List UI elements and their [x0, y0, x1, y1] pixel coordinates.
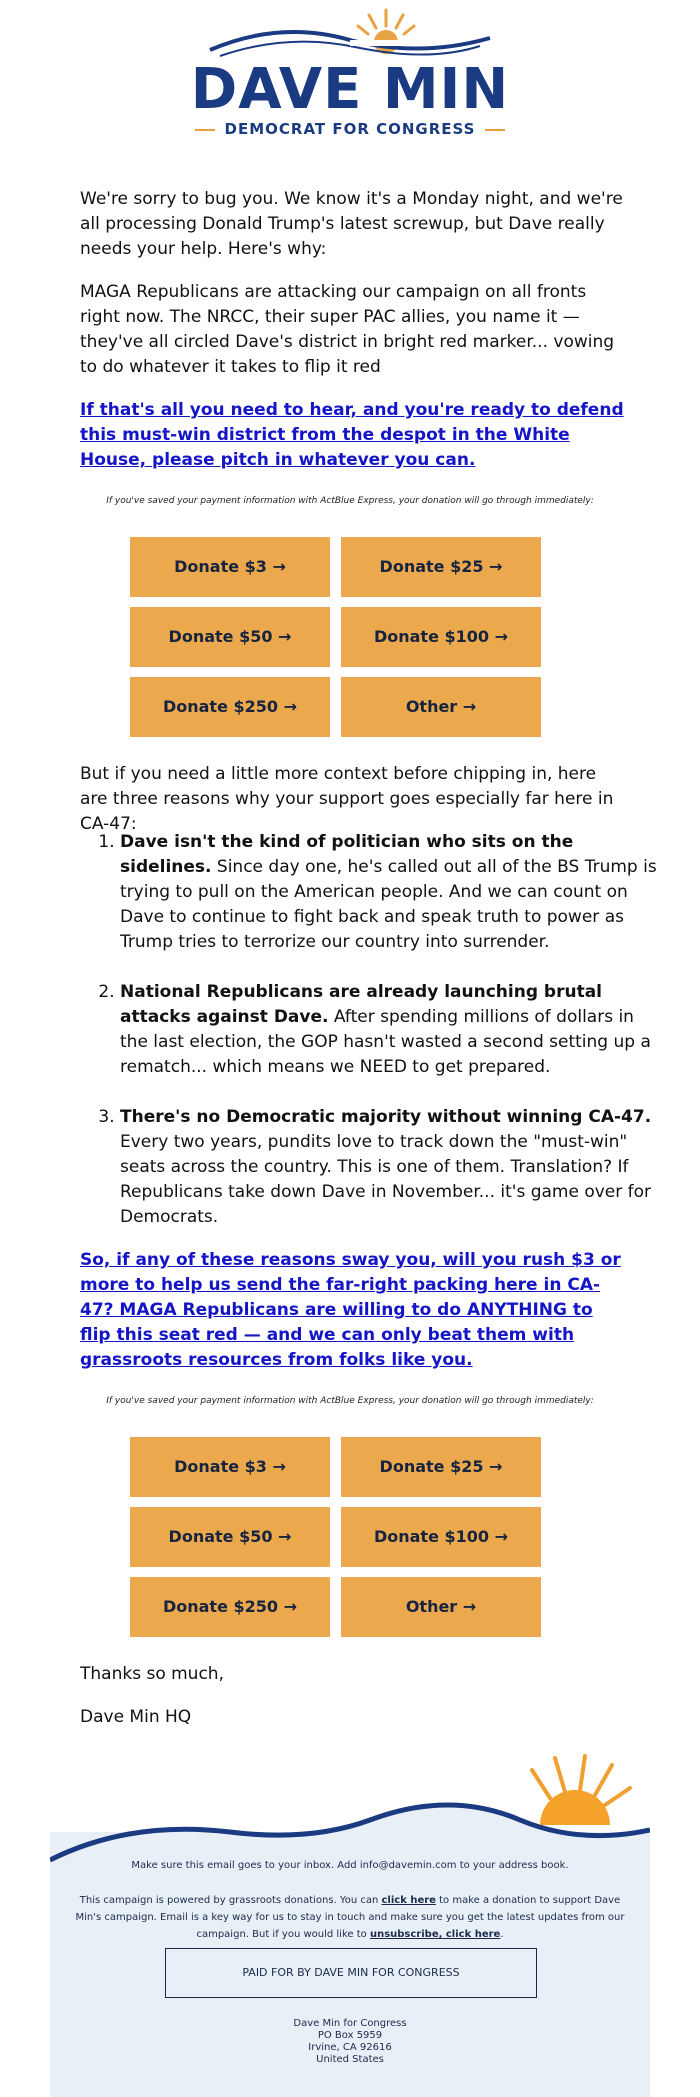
address-line: Dave Min for Congress: [293, 2018, 407, 2029]
reason-item: [120, 830, 665, 955]
closing-thanks: Thanks so much,: [80, 1664, 224, 1684]
donate-other-button[interactable]: Other →: [341, 677, 541, 737]
reason-text: Since day one, he's called out all of the BS Trump is trying to pull on the American people. And we can count on Dave to continue to fight back and speak truth to power as Trump tries to terrorize our country into surrender.: [120, 857, 657, 952]
reason-item: [120, 1105, 665, 1230]
logo-tagline: [50, 120, 650, 138]
footer-waves-sun-icon: [50, 1750, 650, 1870]
reason-heading: Dave isn't the kind of politician who sits on the sidelines.: [120, 832, 574, 877]
donate-100-button[interactable]: Donate $100 →: [341, 607, 541, 667]
footer: [50, 1750, 650, 2097]
footer-donate-link[interactable]: click here: [381, 1895, 436, 1906]
address-line: Irvine, CA 92616: [308, 2042, 392, 2053]
donate-100-button[interactable]: Donate $100 →: [341, 1507, 541, 1567]
donate-3-button[interactable]: Donate $3 →: [130, 1437, 330, 1497]
reasons-intro: But if you need a little more context before chipping in, here are three reasons why your support goes especially far here in CA-47:: [80, 764, 614, 834]
intro-paragraph-2: MAGA Republicans are attacking our campaign on all fronts right now. The NRCC, their super PAC allies, you name it — they've all circled Dave's district in bright red marker... vowing to do whatever it takes to flip it red: [80, 282, 615, 377]
donate-link-1[interactable]: If that's all you need to hear, and you're ready to defend this must-win district from the despot in the White House, please pitch in whatever you can.: [80, 400, 624, 470]
reasons-list: [80, 830, 665, 1255]
actblue-note: If you've saved your payment information with ActBlue Express, your donation will go through immediately:: [106, 1396, 594, 1406]
donate-50-button[interactable]: Donate $50 →: [130, 1507, 330, 1567]
tagline-dash: [485, 129, 505, 131]
footer-unsubscribe-link[interactable]: unsubscribe, click here: [369, 1929, 501, 1940]
reason-heading: National Republicans are already launching brutal attacks against Dave.: [120, 982, 602, 1027]
donate-250-button[interactable]: Donate $250 →: [130, 677, 330, 737]
footer-powered-suffix: .: [500, 1929, 504, 1940]
logo: [50, 0, 650, 145]
donate-250-button[interactable]: Donate $250 →: [130, 1577, 330, 1637]
reason-text: After spending millions of dollars in the last election, the GOP hasn't wasted a second setting up a rematch... which means we NEED to get prepared.: [120, 1007, 651, 1077]
paid-for-box: PAID FOR BY DAVE MIN FOR CONGRESS: [165, 1948, 537, 1998]
reason-heading: There's no Democratic majority without winning CA-47.: [120, 1107, 652, 1127]
footer-inbox-note: Make sure this email goes to your inbox. Add info@davemin.com to your address book.: [131, 1860, 569, 1871]
closing-signature: Dave Min HQ: [80, 1707, 192, 1727]
address-line: PO Box 5959: [317, 2030, 383, 2041]
intro-paragraph-1: We're sorry to bug you. We know it's a Monday night, and we're all processing Donald Trump's latest screwup, but Dave really needs your help. Here's why:: [80, 189, 623, 259]
address-line: United States: [316, 2054, 384, 2065]
reason-text: Every two years, pundits love to track down the "must-win" seats across the country. This is one of them. Translation? If Republicans take down Dave in November... it's game over for Democrats.: [120, 1132, 652, 1227]
actblue-note: If you've saved your payment information with ActBlue Express, your donation will go through immediately:: [106, 496, 594, 506]
donate-50-button[interactable]: Donate $50 →: [130, 607, 330, 667]
donate-other-button[interactable]: Other →: [341, 1577, 541, 1637]
reason-item: [120, 980, 665, 1080]
tagline-dash: [195, 129, 215, 131]
footer-powered-text: [70, 1892, 630, 1943]
donate-25-button[interactable]: Donate $25 →: [341, 1437, 541, 1497]
donate-3-button[interactable]: Donate $3 →: [130, 537, 330, 597]
donate-25-button[interactable]: Donate $25 →: [341, 537, 541, 597]
footer-powered-prefix: This campaign is powered by grassroots donations. You can: [79, 1895, 382, 1906]
footer-powered-mid: to make a donation to support Dave Min's campaign. Email is a key way for us to stay in touch and make sure you get the latest updates from our campaign. But if you would like to: [75, 1895, 625, 1940]
logo-name: DAVE MIN: [190, 57, 510, 122]
donate-link-2[interactable]: So, if any of these reasons sway you, will you rush $3 or more to help us send the far-right packing here in CA-47? MAGA Republicans are willing to do ANYTHING to flip this seat red — and we can only beat them with grassroots resources from folks like you.: [80, 1250, 621, 1370]
tagline-text: DEMOCRAT FOR CONGRESS: [224, 120, 476, 138]
footer-address: [50, 2018, 650, 2066]
